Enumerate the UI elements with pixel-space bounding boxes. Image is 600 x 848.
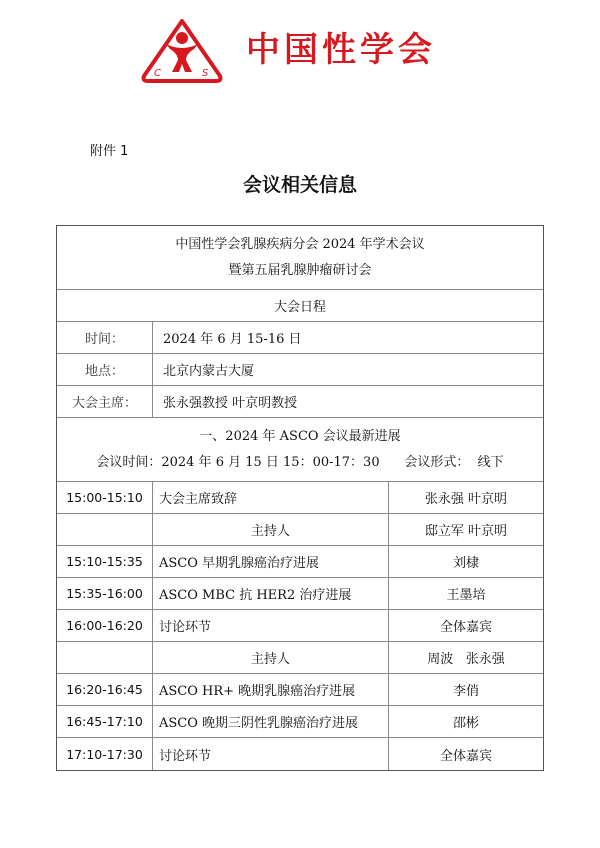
info-value: 2024 年 6 月 15-16 日 [163,332,302,347]
topic-cell: ASCO MBC 抗 HER2 治疗进展 [153,578,389,609]
table-row [57,578,543,610]
page-title: 会议相关信息 [242,174,357,196]
letterhead [0,0,600,110]
info-label: 地点： [57,354,153,385]
table-row [57,674,543,706]
topic-cell: 讨论环节 [153,738,389,770]
host-row [57,642,543,674]
info-row [57,322,543,354]
speaker-cell: 全体嘉宾 [439,620,492,635]
agenda-title-row [57,290,543,322]
topic-cell: 讨论环节 [153,610,389,641]
time-cell-empty [57,642,153,673]
info-label: 时间： [57,322,153,353]
host-label: 主持人 [153,514,389,545]
speaker-cell: 全体嘉宾 [439,748,492,764]
info-label: 大会主席： [57,386,153,417]
org-name: 中国性学会 [246,30,436,70]
info-row [57,354,543,386]
schedule-table [56,225,544,771]
speaker-cell: 李俏 [452,684,479,699]
speaker-cell: 邵彬 [452,716,479,731]
time-cell-empty [57,514,153,545]
topic-cell: ASCO HR+ 晚期乳腺癌治疗进展 [153,674,389,705]
time-cell: 15:10-15:35 [57,546,153,577]
time-cell: 16:00-16:20 [57,610,153,641]
svg-text:S: S [202,68,209,79]
speaker-cell: 刘棣 [452,556,479,571]
host-label: 主持人 [153,642,389,673]
time-cell: 16:45-17:10 [57,706,153,737]
host-names: 周波 张永强 [427,652,505,667]
agenda-title: 大会日程 [273,300,326,315]
info-value: 北京内蒙古大厦 [163,364,255,379]
section-header [57,418,543,482]
time-cell: 15:00-15:10 [57,482,153,513]
info-row [57,386,543,418]
conference-title-line1: 中国性学会乳腺疾病分会 2024 年学术会议 [175,236,425,252]
section-meta: 会议时间：2024 年 6 月 15 日 15：00-17：30 会议形式： 线下 [96,454,504,470]
conference-title-line2: 暨第五届乳腺肿瘤研讨会 [228,262,372,278]
speaker-cell: 张永强 叶京明 [424,492,508,507]
info-value: 张永强教授 叶京明教授 [163,396,298,411]
table-row [57,738,543,770]
host-names: 邸立军 叶京明 [424,524,508,539]
association-logo-icon [140,18,224,84]
speaker-cell: 王墨培 [446,588,486,603]
attachment-label: 附件 1 [90,144,129,159]
topic-cell: ASCO 早期乳腺癌治疗进展 [153,546,389,577]
table-row [57,706,543,738]
topic-cell: 大会主席致辞 [153,482,389,513]
time-cell: 15:35-16:00 [57,578,153,609]
host-row [57,514,543,546]
svg-text:C: C [154,68,161,79]
time-cell: 16:20-16:45 [57,674,153,705]
table-row [57,546,543,578]
table-row [57,610,543,642]
section-title: 一、2024 年 ASCO 会议最新进展 [199,428,401,444]
conference-title-block [57,226,543,290]
topic-cell: ASCO 晚期三阴性乳腺癌治疗进展 [153,706,389,737]
time-cell: 17:10-17:30 [57,738,153,770]
table-row [57,482,543,514]
